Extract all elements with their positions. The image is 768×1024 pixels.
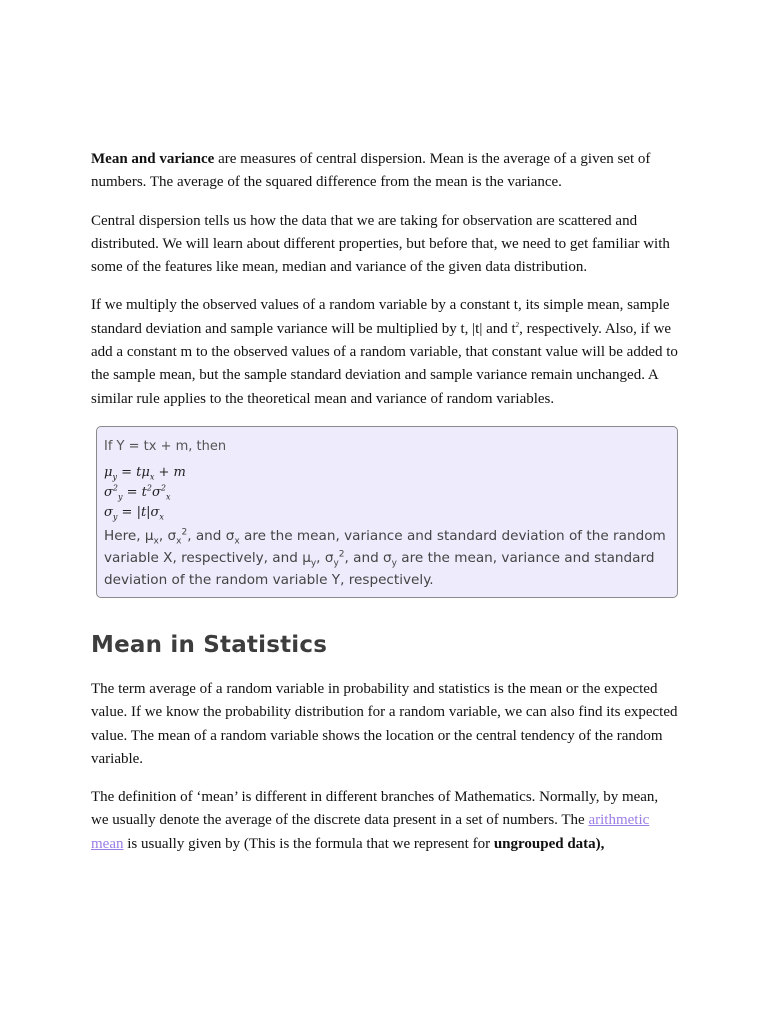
equation-variance: $\sigma^2_y = t^2\sigma^2_x$ — [104, 483, 171, 502]
formula-intro: If Y = tx + m, then — [104, 438, 227, 454]
paragraph-arithmetic-mean — [91, 786, 679, 856]
paragraph-mean-variance-intro — [91, 148, 679, 195]
paragraph-text: , respectively. Also, if we add a constant m to the observed values of a random variable, that constant value will be added to the sample mean, but the sample standard deviation and sample variance remain unchanged. A similar rule applies to the theoretical mean and variance of random variables. — [91, 320, 678, 407]
paragraph-text: is usually given by (This is the formula that we represent for — [123, 835, 494, 852]
arithmetic-mean-link[interactable]: arithmetic mean — [91, 812, 650, 852]
paragraph-constant-multiplication — [91, 294, 679, 410]
equation-std-dev: $\sigma_y = |t|\sigma_x$ — [104, 504, 164, 522]
bold-term-ungrouped-data: ungrouped data), — [493, 835, 605, 852]
paragraph-text: The definition of ‘mean’ is different in different branches of Mathematics. Normally, by mean, we usually denote the average of the discrete data present in a set of numbers. The — [91, 789, 659, 829]
paragraph-text: are measures of central dispersion. Mean is the average of a given set of numbers. The average of the squared difference from the mean is the variance. — [91, 151, 651, 191]
paragraph-central-dispersion: Central dispersion tells us how the data that we are taking for observation are scattered and distributed. We will learn about different properties, but before that, we need to get familiar with some of the features like mean, median and variance of the given data distribution. — [91, 212, 670, 276]
formula-box — [96, 426, 678, 598]
equation-mean: $\mu_y = t\mu_x + m$ — [104, 464, 186, 482]
paragraph-mean-definition: The term average of a random variable in probability and statistics is the mean or the expected value. If we know the probability distribution for a random variable, we can also find its expected value. The mean of a random variable shows the location or the central tendency of the random variable. — [91, 680, 678, 767]
superscript: 2 — [515, 320, 520, 329]
bold-term-mean-variance: Mean and variance — [91, 151, 215, 167]
paragraph-text: If we multiply the observed values of a random variable by a constant t, its simple mean, sample standard deviation and sample variance will be multiplied by t, |t| and t — [91, 297, 670, 337]
formula-description: Here, $\mu_x$, $\sigma_x^2$, and $\sigma_x$ are the mean, variance and standard deviation of the random variable X, respectively, and $\mu_y$, $\sigma_y^2$, and $\sigma_y$ are the mean, variance and standard deviation of the random variable Y, respectively. — [104, 527, 666, 588]
section-heading-mean-in-statistics: Mean in Statistics — [91, 631, 328, 658]
article-body — [91, 148, 679, 871]
